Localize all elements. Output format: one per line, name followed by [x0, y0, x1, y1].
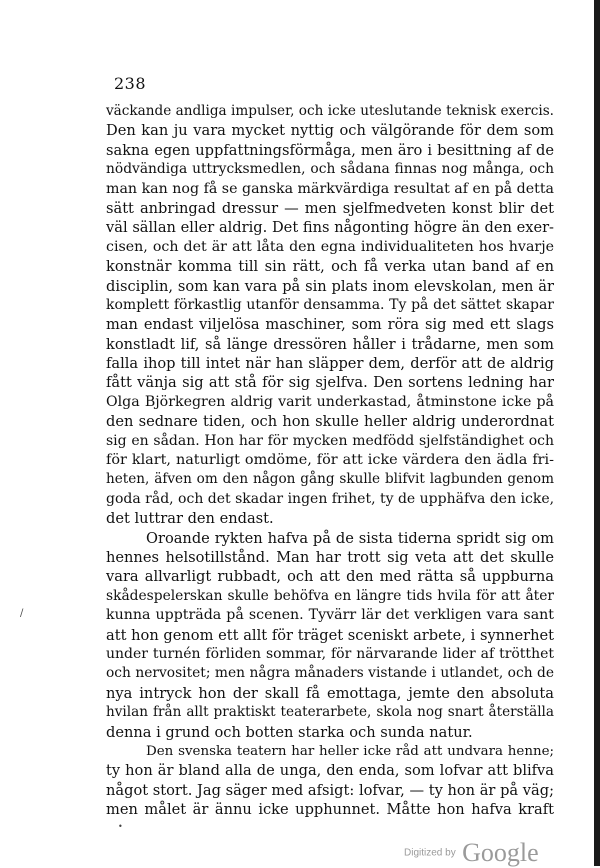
text-line: disciplin, som kan vara på sin plats inom elevskolan, men är [106, 277, 554, 295]
text-line: goda råd, och det skadar ingen frihet, ty de upphäfva den icke, [106, 490, 555, 507]
text-line: och nervositet; men några månaders vistande i utlandet, och de [106, 665, 554, 682]
text-line: man kan nog få se ganska märkvärdiga resultat af en på detta [106, 180, 554, 197]
margin-mark: / [20, 608, 24, 619]
margin-mark: • [118, 822, 123, 831]
body-text [106, 102, 554, 819]
text-line: nya intryck hon der skall få emottaga, jemte den absoluta [106, 684, 554, 702]
text-line: hvilan från allt praktiskt teaterarbete, skola nog snart återställa [106, 704, 554, 721]
text-line: denna i grund och botten starka och sunda natur. [106, 723, 473, 741]
text-line: konstladt lif, så länge dressören håller i trådarne, men som [106, 335, 554, 353]
text-line: Den kan ju vara mycket nyttig och välgörande för dem som [106, 122, 554, 140]
text-line: att hon genom ett allt för träget sceniskt arbete, i synnerhet [106, 626, 554, 644]
text-line: heten, äfven om den någon gång skulle blifvit lagbunden genom [106, 471, 554, 488]
text-line: vara allvarligt rubbadt, och att den med rätta så uppburna [106, 568, 554, 586]
text-line: kunna uppträda på scenen. Tyvärr lär det verkligen vara sant [106, 607, 554, 624]
digitized-watermark [404, 838, 539, 868]
text-line: komplett förkastlig utanför densamma. Ty på det sättet skapar [106, 296, 554, 313]
text-line: Olga Björkegren aldrig varit underkastad, åtminstone icke på [106, 393, 554, 410]
text-line: hennes helsotillstånd. Man har trott sig veta att det skulle [106, 548, 554, 566]
text-line: falla ihop till intet när han släpper dem, derför att de aldrig [106, 355, 554, 373]
text-line: för klart, naturligt omdöme, för att icke värdera den ädla fri- [106, 452, 554, 469]
watermark-prefix: Digitized by [404, 847, 456, 859]
text-line: men målet är ännu icke upphunnet. Måtte hon hafva kraft [106, 801, 554, 819]
text-line: nödvändiga uttrycksmedlen, och sådana finnas nog många, och [106, 161, 554, 178]
text-line: det luttrar den endast. [106, 510, 274, 528]
text-line: man endast viljelösa maschiner, som röra sig med ett slags [106, 316, 554, 334]
text-line: Den svenska teatern har heller icke råd att undvara henne; [146, 743, 554, 759]
page-number: 238 [114, 74, 147, 93]
watermark-brand: Google [462, 838, 539, 867]
text-line: cisen, och det är att låta den egna individualiteten hos hvarje [106, 238, 554, 255]
text-line: under turnén förliden sommar, för närvarande lider af trötthet [106, 645, 554, 662]
scan-edge [594, 0, 600, 866]
text-line: konstnär komma till sin rätt, och få verka utan band af en [106, 258, 554, 276]
text-line: väl sällan eller aldrig. Det fins någonting högre än den exer- [106, 219, 554, 237]
text-line: ty hon är bland alla de unga, den enda, som lofvar att blifva [106, 762, 554, 780]
text-line: skådespelerskan skulle behöfva en längre tids hvila för att åter [106, 587, 554, 604]
text-line: väckande andliga impulser, och icke uteslutande teknisk exercis. [106, 103, 554, 119]
text-line: fått vänja sig att stå för sig sjelfva. Den sortens ledning har [106, 374, 554, 392]
text-line: Oroande rykten hafva på de sista tiderna spridt sig om [146, 529, 554, 547]
text-line: sig en sådan. Hon har för mycken medfödd sjelfständighet och [106, 432, 554, 449]
text-line: något stort. Jag säger med afsigt: lofvar, — ty hon är på väg; [106, 781, 554, 799]
text-line: sätt anbringad dressur — men sjelfmedveten konst blir det [106, 199, 554, 217]
text-line: sakna egen uppfattningsförmåga, men äro i besittning af de [106, 141, 554, 159]
text-line: den sednare tiden, och hon skulle heller aldrig underordnat [106, 413, 554, 431]
